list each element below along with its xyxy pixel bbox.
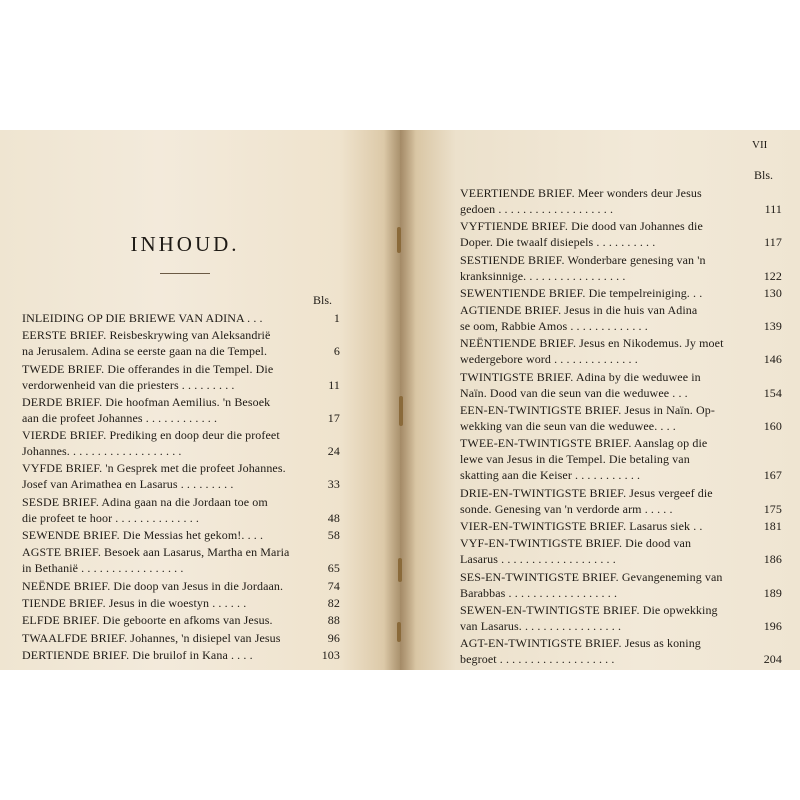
toc-page-number: 204 (763, 652, 782, 667)
toc-page-number: 111 (764, 202, 782, 216)
toc-page-number: 65 (327, 561, 340, 576)
title-rule (160, 273, 210, 274)
toc-entry-line: SES-EN-TWINTIGSTE BRIEF. Gevangeneming van (460, 569, 723, 584)
toc-entry (22, 494, 340, 526)
toc-list-left (22, 310, 340, 664)
toc-entry (460, 369, 782, 401)
toc-entry-line: se oom, Rabbie Amos . . . . . . . . . . . . . (460, 319, 648, 334)
toc-page-number: 6 (333, 344, 340, 359)
left-page (0, 130, 400, 670)
toc-page-number: 160 (763, 419, 782, 434)
staple (398, 558, 402, 582)
toc-entry-line: TWINTIGSTE BRIEF. Adina by die weduwee in (460, 369, 701, 384)
toc-entry-line: wedergebore word . . . . . . . . . . . . . . (460, 352, 638, 367)
toc-page-number: 122 (763, 268, 782, 283)
toc-entry (22, 527, 340, 543)
bls-header-left: Bls. (313, 293, 333, 307)
right-page (400, 130, 800, 670)
toc-entry-line: Lasarus . . . . . . . . . . . . . . . . . . . (460, 552, 616, 567)
toc-entry-line: TWAALFDE BRIEF. Johannes, 'n disiepel van Jesus (22, 630, 281, 645)
toc-entry-line: DERDE BRIEF. Die hoofman Aemilius. 'n Besoek (22, 394, 271, 409)
toc-entry-line: SEWEN-EN-TWINTIGSTE BRIEF. Die opwekking (460, 602, 718, 617)
toc-page-number: 48 (327, 510, 340, 525)
toc-entry-line: VYFTIENDE BRIEF. Die dood van Johannes die (460, 219, 703, 234)
toc-page-number: 11 (328, 377, 340, 392)
staple (399, 396, 403, 426)
toc-entry-line: Johannes. . . . . . . . . . . . . . . . . . . (22, 444, 182, 459)
staple (397, 622, 401, 642)
toc-entry-line: die profeet te hoor . . . . . . . . . . . . . . (22, 510, 199, 525)
toc-entry (22, 647, 340, 663)
toc-entry-line: TWEE-EN-TWINTIGSTE BRIEF. Aanslag op die (460, 436, 708, 451)
toc-page-number: 117 (764, 235, 782, 250)
toc-page-number: 88 (327, 613, 340, 628)
open-book (0, 130, 800, 670)
toc-entry (460, 485, 782, 517)
toc-entry (460, 302, 782, 334)
toc-list-right (460, 185, 782, 668)
toc-entry-line: begroet . . . . . . . . . . . . . . . . . . . (460, 652, 615, 667)
toc-entry (22, 612, 340, 628)
toc-page-number: 154 (763, 385, 782, 400)
toc-entry (22, 310, 340, 326)
toc-entry-line: Naïn. Dood van die seun van die weduwee . . . (460, 385, 688, 400)
toc-page-number: 58 (327, 528, 340, 543)
toc-entry (22, 544, 340, 576)
toc-entry-line: na Jerusalem. Adina se eerste gaan na die Tempel. (22, 344, 268, 359)
toc-page-number: 146 (763, 352, 782, 367)
toc-entry (460, 535, 782, 567)
toc-page-number: 33 (327, 477, 340, 492)
bls-header-right: Bls. (754, 168, 774, 182)
toc-entry-line: skatting aan die Keiser . . . . . . . . . . . (460, 468, 641, 483)
toc-entry (22, 327, 340, 359)
toc-entry (460, 518, 782, 534)
page-title: INHOUD. (130, 232, 240, 256)
toc-entry-line: VYFDE BRIEF. 'n Gesprek met die profeet Johannes. (22, 461, 286, 476)
toc-page-number: 24 (327, 444, 340, 459)
toc-entry-line: VYF-EN-TWINTIGSTE BRIEF. Die dood van (460, 536, 692, 551)
toc-page-number: 130 (763, 285, 782, 300)
toc-entry-line: van Lasarus. . . . . . . . . . . . . . . . . (460, 618, 622, 633)
toc-entry-line: wekking van die seun van die weduwee. . . . (460, 419, 676, 434)
toc-entry-line: sonde. Genesing van 'n verdorde arm . . . . . (460, 501, 673, 516)
toc-page-number: 139 (763, 319, 782, 334)
toc-entry-line: VEERTIENDE BRIEF. Meer wonders deur Jesus (460, 186, 702, 200)
toc-entry-line: TWEDE BRIEF. Die offerandes in die Tempel. Die (22, 361, 274, 376)
toc-page-number: 189 (763, 585, 782, 600)
toc-entry-line: SEWENDE BRIEF. Die Messias het gekom!. . . . (22, 528, 264, 543)
toc-page-number: 17 (327, 410, 340, 425)
toc-entry (460, 285, 782, 301)
toc-entry-line: Josef van Arimathea en Lasarus . . . . . . . . . (22, 477, 234, 492)
toc-page-number: 103 (321, 647, 340, 662)
toc-entry-line: lewe van Jesus in die Tempel. Die betaling van (460, 452, 690, 467)
toc-page-number: 74 (327, 578, 340, 593)
toc-entry-line: NEËNTIENDE BRIEF. Jesus en Nikodemus. Jy moet (460, 336, 724, 351)
toc-page-number: 1 (333, 311, 340, 325)
toc-entry-line: kranksinnige. . . . . . . . . . . . . . . . . (460, 268, 626, 283)
toc-entry-line: ELFDE BRIEF. Die geboorte en afkoms van Jesus. (22, 613, 273, 628)
toc-entry-line: AGSTE BRIEF. Besoek aan Lasarus, Martha en Maria (22, 545, 290, 560)
toc-entry-line: DERTIENDE BRIEF. Die bruilof in Kana . . . . (22, 647, 253, 662)
toc-entry-line: EEN-EN-TWINTIGSTE BRIEF. Jesus in Naïn. Op- (460, 403, 715, 418)
toc-entry (460, 252, 782, 284)
toc-entry (22, 595, 340, 611)
toc-page-number: 181 (763, 518, 782, 533)
toc-page-number: 186 (763, 552, 782, 567)
toc-entry (460, 569, 782, 601)
page-number: VII (752, 139, 768, 151)
toc-entry-line: gedoen . . . . . . . . . . . . . . . . . . . (460, 202, 614, 216)
toc-entry (460, 185, 782, 217)
toc-entry-line: SESTIENDE BRIEF. Wonderbare genesing van 'n (460, 252, 706, 267)
staple (397, 227, 401, 253)
toc-page-number: 196 (763, 618, 782, 633)
toc-entry (460, 402, 782, 434)
toc-entry-line: AGT-EN-TWINTIGSTE BRIEF. Jesus as koning (460, 636, 701, 651)
toc-entry-line: aan die profeet Johannes . . . . . . . . . . . . (22, 410, 218, 425)
toc-entry-line: Doper. Die twaalf disiepels . . . . . . . . . . (460, 235, 656, 250)
toc-entry-line: TIENDE BRIEF. Jesus in die woestyn . . . . . . (22, 595, 247, 610)
toc-entry (460, 335, 782, 367)
toc-entry-line: VIERDE BRIEF. Prediking en doop deur die profeet (22, 428, 280, 443)
toc-entry-line: SEWENTIENDE BRIEF. Die tempelreiniging. . . (460, 285, 703, 300)
toc-entry-line: INLEIDING OP DIE BRIEWE VAN ADINA . . . (22, 311, 263, 325)
toc-entry (22, 578, 340, 594)
toc-entry-line: AGTIENDE BRIEF. Jesus in die huis van Adina (460, 303, 698, 318)
toc-page-number: 175 (763, 501, 782, 516)
toc-entry-line: NEËNDE BRIEF. Die doop van Jesus in die Jordaan. (22, 578, 284, 593)
toc-entry (460, 635, 782, 667)
toc-entry-line: Barabbas . . . . . . . . . . . . . . . . . . (460, 585, 618, 600)
toc-page-number: 96 (327, 630, 340, 645)
toc-entry-line: VIER-EN-TWINTIGSTE BRIEF. Lasarus siek . . (460, 518, 703, 533)
toc-entry (22, 427, 340, 459)
toc-entry-line: in Bethanië . . . . . . . . . . . . . . . . . (22, 561, 184, 576)
toc-entry-line: DRIE-EN-TWINTIGSTE BRIEF. Jesus vergeef die (460, 485, 713, 500)
toc-entry (22, 394, 340, 426)
toc-entry (460, 435, 782, 483)
toc-entry (22, 630, 340, 646)
toc-entry (22, 460, 340, 492)
toc-entry (460, 218, 782, 250)
toc-entry (460, 602, 782, 634)
toc-entry-line: SESDE BRIEF. Adina gaan na die Jordaan toe om (22, 494, 268, 509)
toc-entry-line: EERSTE BRIEF. Reisbeskrywing van Aleksandrië (22, 328, 271, 343)
toc-entry-line: verdorwenheid van die priesters . . . . . . . . . (22, 377, 235, 392)
toc-entry (22, 361, 340, 393)
toc-page-number: 167 (763, 468, 782, 483)
toc-page-number: 82 (327, 595, 340, 610)
